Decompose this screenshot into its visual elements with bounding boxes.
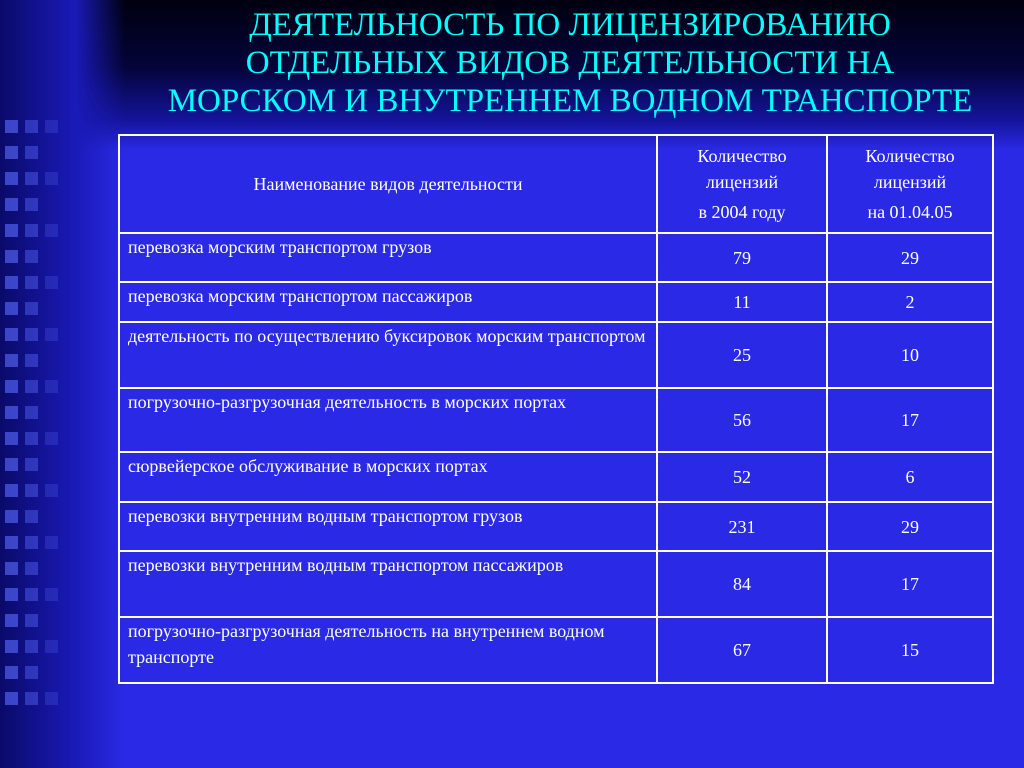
count-2004: 25 [657, 322, 827, 388]
count-2005: 6 [827, 452, 993, 502]
header-count-2004-line-3: в 2004 году [698, 202, 786, 222]
decorative-square [5, 666, 18, 679]
decorative-squares [5, 120, 65, 720]
decorative-square [45, 328, 58, 341]
count-2004: 84 [657, 551, 827, 617]
count-2005: 2 [827, 282, 993, 322]
decorative-square [25, 510, 38, 523]
table-row [119, 452, 993, 502]
decorative-square [25, 458, 38, 471]
decorative-square [5, 406, 18, 419]
slide-title [120, 6, 1020, 120]
decorative-square [5, 458, 18, 471]
decorative-square [25, 250, 38, 263]
activity-name: перевозки внутренним водным транспортом грузов [119, 502, 657, 551]
table-row [119, 502, 993, 551]
decorative-square [5, 198, 18, 211]
decorative-square [25, 406, 38, 419]
decorative-square [45, 276, 58, 289]
decorative-square [5, 588, 18, 601]
table-header-row [119, 135, 993, 233]
header-count-2004 [657, 135, 827, 233]
title-line-2: ОТДЕЛЬНЫХ ВИДОВ ДЕЯТЕЛЬНОСТИ НА [245, 45, 895, 81]
decorative-square [5, 302, 18, 315]
decorative-square [25, 562, 38, 575]
count-2005: 10 [827, 322, 993, 388]
decorative-square [45, 692, 58, 705]
decorative-square [5, 172, 18, 185]
header-count-2004-line-2: лицензий [705, 172, 779, 192]
table-row [119, 322, 993, 388]
decorative-square [25, 354, 38, 367]
count-2004: 79 [657, 233, 827, 282]
decorative-square [25, 614, 38, 627]
decorative-square [25, 484, 38, 497]
decorative-square [5, 120, 18, 133]
decorative-square [45, 484, 58, 497]
decorative-square [25, 198, 38, 211]
header-count-2005-line-2: лицензий [873, 172, 947, 192]
count-2004: 231 [657, 502, 827, 551]
decorative-square [5, 614, 18, 627]
decorative-square [5, 250, 18, 263]
decorative-square [25, 432, 38, 445]
activity-name: перевозка морским транспортом грузов [119, 233, 657, 282]
decorative-square [25, 588, 38, 601]
title-line-1: ДЕЯТЕЛЬНОСТЬ ПО ЛИЦЕНЗИРОВАНИЮ [249, 7, 891, 43]
decorative-square [45, 640, 58, 653]
decorative-square [5, 484, 18, 497]
count-2005: 17 [827, 388, 993, 452]
header-count-2005-line-3: на 01.04.05 [867, 202, 953, 222]
count-2004: 56 [657, 388, 827, 452]
decorative-square [5, 380, 18, 393]
activity-name: погрузочно-разгрузочная деятельность в морских портах [119, 388, 657, 452]
decorative-square [5, 510, 18, 523]
decorative-square [5, 328, 18, 341]
activity-name: перевозки внутренним водным транспортом пассажиров [119, 551, 657, 617]
decorative-square [25, 146, 38, 159]
count-2005: 15 [827, 617, 993, 683]
decorative-square [25, 302, 38, 315]
decorative-square [25, 380, 38, 393]
decorative-square [45, 588, 58, 601]
table-row [119, 388, 993, 452]
decorative-square [45, 432, 58, 445]
decorative-square [5, 276, 18, 289]
table-row [119, 617, 993, 683]
header-count-2005 [827, 135, 993, 233]
count-2005: 17 [827, 551, 993, 617]
decorative-square [25, 172, 38, 185]
activity-name: перевозка морским транспортом пассажиров [119, 282, 657, 322]
count-2005: 29 [827, 502, 993, 551]
decorative-square [25, 224, 38, 237]
decorative-square [5, 146, 18, 159]
decorative-square [45, 536, 58, 549]
header-count-2005-line-1: Количество [865, 146, 955, 166]
table-row [119, 282, 993, 322]
activity-name: сюрвейерское обслуживание в морских портах [119, 452, 657, 502]
table-row [119, 551, 993, 617]
decorative-square [25, 666, 38, 679]
decorative-square [5, 562, 18, 575]
activity-name: погрузочно-разгрузочная деятельность на внутреннем водном транспорте [119, 617, 657, 683]
decorative-square [5, 536, 18, 549]
decorative-square [25, 692, 38, 705]
licenses-table [118, 134, 994, 684]
decorative-square [25, 328, 38, 341]
count-2004: 52 [657, 452, 827, 502]
decorative-square [25, 640, 38, 653]
count-2004: 67 [657, 617, 827, 683]
decorative-square [45, 120, 58, 133]
count-2005: 29 [827, 233, 993, 282]
decorative-square [25, 276, 38, 289]
decorative-square [45, 380, 58, 393]
header-activity-name: Наименование видов деятельности [119, 135, 657, 233]
decorative-square [25, 120, 38, 133]
decorative-square [45, 172, 58, 185]
count-2004: 11 [657, 282, 827, 322]
title-line-3: МОРСКОМ И ВНУТРЕННЕМ ВОДНОМ ТРАНСПОРТЕ [167, 83, 973, 119]
decorative-square [5, 692, 18, 705]
table-row [119, 233, 993, 282]
decorative-square [5, 640, 18, 653]
decorative-square [5, 224, 18, 237]
decorative-square [5, 432, 18, 445]
decorative-square [5, 354, 18, 367]
activity-name: деятельность по осуществлению буксировок морским транспортом [119, 322, 657, 388]
header-count-2004-line-1: Количество [697, 146, 787, 166]
decorative-square [45, 224, 58, 237]
decorative-square [25, 536, 38, 549]
